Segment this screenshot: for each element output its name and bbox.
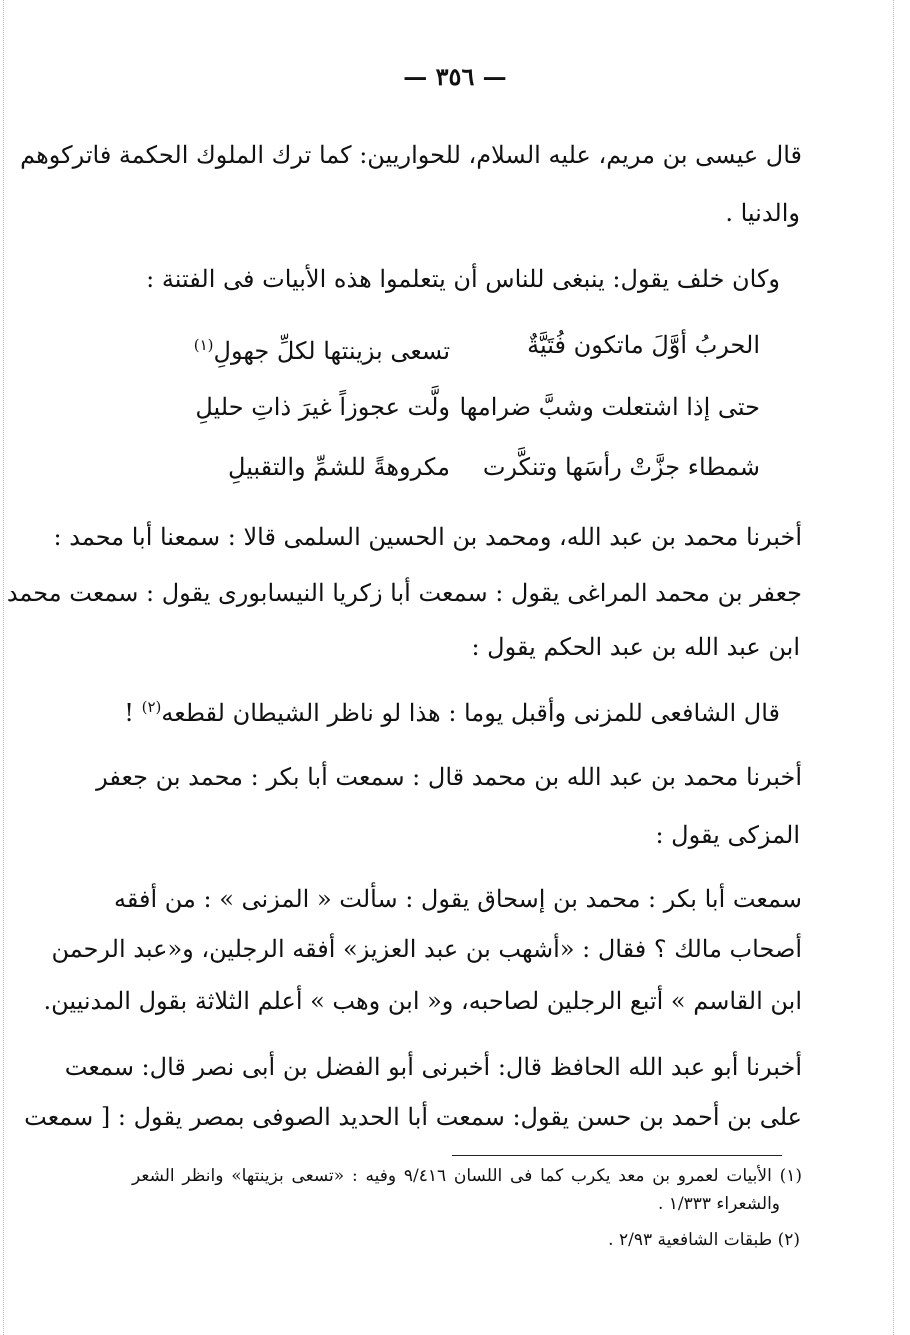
body-line: المزكى يقول : (655, 821, 800, 849)
footnote-line: والشعراء ١/٣٣٣ . (657, 1194, 780, 1214)
poem-hemistich-first: شمطاء جزَّتْ رأسَها وتنكَّرت (482, 453, 760, 481)
footnote-line: (١) الأبيات لعمرو بن معد يكرب كما فى اللسان ٩/٤١٦ وفيه : «تسعى بزينتها» وانظر الشعر (132, 1166, 802, 1186)
footnote-separator (452, 1155, 782, 1156)
poem-hemistich-second: ولَّت عجوزاً غيرَ ذاتِ حليلِ (195, 393, 450, 421)
body-line: أخبرنا محمد بن عبد الله بن محمد قال : سمعت أبا بكر : محمد بن جعفر (96, 763, 802, 791)
poem-hemistich-text: تسعى بزينتها لكلِّ جهولِ (213, 337, 450, 365)
right-margin-guide (893, 0, 894, 1335)
left-margin-guide (3, 0, 4, 1335)
body-line: سمعت أبا بكر : محمد بن إسحاق يقول : سألت « المزنى » : من أفقه (113, 885, 802, 913)
poem-hemistich-second: مكروهةً للشمِّ والتقبيلِ (228, 453, 450, 481)
body-line: أخبرنا محمد بن عبد الله، ومحمد بن الحسين السلمى قالا : سمعنا أبا محمد : (53, 523, 802, 551)
body-line-text: قال الشافعى للمزنى وأقبل يوما : هذا لو ناظر الشيطان لقطعه (161, 699, 780, 727)
poem-hemistich-first: حتى إذا اشتعلت وشبَّ ضرامها (459, 393, 760, 421)
exclamation: ! (124, 699, 134, 727)
body-line: وكان خلف يقول: ينبغى للناس أن يتعلموا هذه الأبيات فى الفتنة : (146, 265, 780, 293)
body-line (124, 690, 780, 730)
footnote-marker-2: (٢) (141, 698, 162, 716)
body-line: أخبرنا أبو عبد الله الحافظ قال: أخبرنى أبو الفضل بن أبى نصر قال: سمعت (64, 1053, 802, 1081)
page-number: — ٣٥٦ — (403, 62, 507, 91)
body-line: ابن عبد الله بن عبد الحكم يقول : (471, 633, 800, 661)
body-line: جعفر بن محمد المراغى يقول : سمعت أبا زكريا النيسابورى يقول : سمعت محمد (6, 579, 802, 607)
body-line: والدنيا . (725, 199, 800, 227)
footnote-marker-1: (١) (193, 336, 214, 354)
body-line: أصحاب مالك ؟ فقال : «أشهب بن عبد العزيز» أفقه الرجلين، و«عبد الرحمن (51, 935, 802, 963)
body-line: ابن القاسم » أتبع الرجلين لصاحبه، و« ابن وهب » أعلم الثلاثة بقول المدنيين. (43, 987, 802, 1015)
footnote-line: (٢) طبقات الشافعية ٢/٩٣ . (608, 1230, 800, 1250)
body-line: قال عيسى بن مريم، عليه السلام، للحواريين: كما ترك الملوك الحكمة فاتركوهم (20, 141, 802, 169)
body-line: على بن أحمد بن حسن يقول: سمعت أبا الحديد الصوفى بمصر يقول : [ سمعت (24, 1103, 802, 1131)
poem-hemistich-first: الحربُ أوَّلَ ماتكون فُتَيَّةٌ (527, 331, 760, 359)
poem-hemistich-second (150, 328, 450, 368)
